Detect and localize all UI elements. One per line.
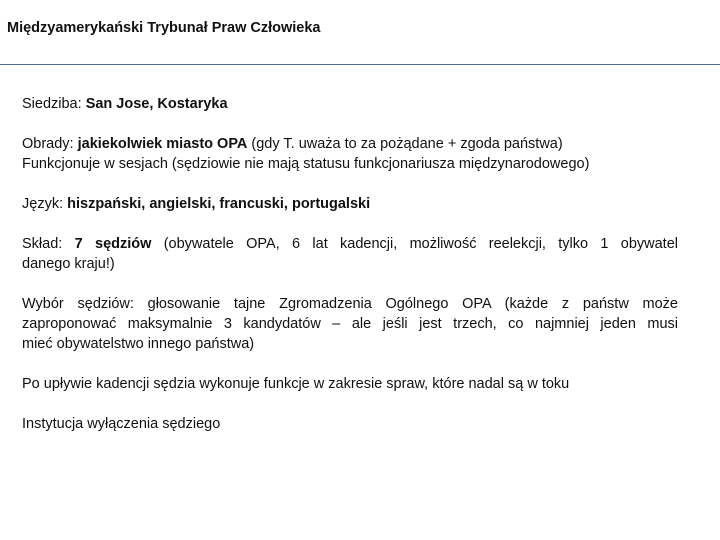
composition-line-2: danego kraju!)	[22, 256, 115, 272]
composition-line-1	[22, 234, 678, 254]
sessions-value: jakiekolwiek miasto OPA	[77, 136, 248, 152]
sessions-note: (gdy T. uważa to za pożądane + zgoda państwa)	[247, 136, 563, 152]
election-line-2: zaproponować maksymalnie 3 kandydatów – ale jeśli jest trzech, co najmniej jeden musi	[22, 316, 678, 332]
term-end-text: Po upływie kadencji sędzia wykonuje funkcje w zakresie spraw, które nadal są w toku	[22, 376, 570, 392]
recusal-text: Instytucja wyłączenia sędziego	[22, 416, 221, 432]
sessions-line-2: Funkcjonuje w sesjach (sędziowie nie mają statusu funkcjonariusza międzynarodowego)	[22, 156, 590, 172]
composition-value: 7 sędziów	[74, 236, 152, 252]
seat-value: San Jose, Kostaryka	[85, 96, 228, 112]
sessions-label: Obrady:	[22, 136, 78, 152]
paragraph-language	[22, 194, 678, 214]
paragraph-sessions	[22, 134, 678, 174]
composition-label: Skład:	[22, 236, 75, 252]
election-line-1: Wybór sędziów: głosowanie tajne Zgromadzenia Ogólnego OPA (każde z państw może	[22, 296, 678, 312]
paragraph-recusal	[22, 414, 678, 434]
composition-note: (obywatele OPA, 6 lat kadencji, możliwość reelekcji, tylko 1 obywatel	[151, 236, 678, 252]
paragraph-term-end	[22, 374, 678, 394]
language-label: Język:	[22, 196, 68, 212]
paragraph-election	[22, 294, 678, 354]
election-line-3: mieć obywatelstwo innego państwa)	[22, 336, 255, 352]
slide-body	[22, 94, 678, 454]
paragraph-composition	[22, 234, 678, 274]
slide-title: Międzyamerykański Trybunał Praw Człowieka	[7, 20, 321, 36]
language-value: hiszpański, angielski, francuski, portugalski	[67, 196, 371, 212]
paragraph-seat	[22, 94, 678, 114]
seat-label: Siedziba:	[22, 96, 86, 112]
sessions-line-1	[22, 134, 678, 154]
title-divider	[0, 64, 720, 65]
